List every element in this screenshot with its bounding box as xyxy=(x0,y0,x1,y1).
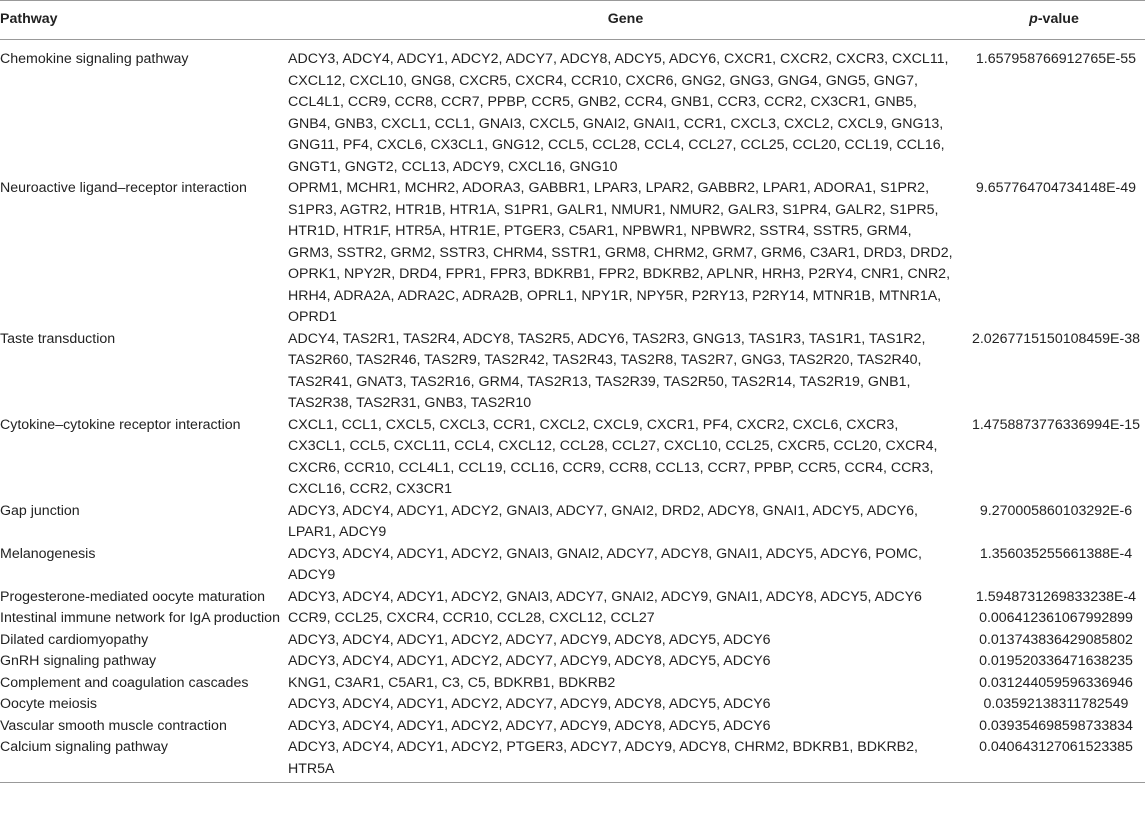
pathway-cell: Melanogenesis xyxy=(0,545,96,562)
genes-cell: ADCY3, ADCY4, ADCY1, ADCY2, ADCY7, ADCY9, ADCY8, ADCY5, ADCY6 xyxy=(288,631,771,648)
pvalue-cell: 0.040643127061523385 xyxy=(963,737,1145,783)
table-row xyxy=(0,673,1145,695)
pvalue-cell: 0.03592138311782549 xyxy=(983,696,1129,712)
pvalue-cell: 0.031244059596336946 xyxy=(979,674,1133,691)
genes-cell: ADCY3, ADCY4, ADCY1, ADCY2, GNAI3, GNAI2, ADCY7, ADCY8, GNAI1, ADCY5, ADCY6, POMC, ADCY9 xyxy=(288,545,922,583)
header-gene: Gene xyxy=(288,1,963,40)
table-row xyxy=(0,651,1145,673)
pathway-cell: Calcium signaling pathway xyxy=(0,737,288,783)
header-row xyxy=(0,1,1145,40)
table-row xyxy=(0,737,1145,783)
genes-cell: CXCL1, CCL1, CXCL5, CXCL3, CCR1, CXCL2, CXCL9, CXCR1, PF4, CXCR2, CXCL6, CXCR3, CX3CL1, CCL5, CXCL11, CCL4, CXCL12, CCL28, CCL27, CXCL10, CCL25, CXCR5, CCL20, CXCR4, CXCR6, CCR10, CCL4L1, CCL19, CCL16, CCR9, CCR8, CCL13, CCR7, PPBP, CCR5, CCR4, CCR3, CXCL16, CCR2, CX3CR1 xyxy=(288,416,938,497)
table-row xyxy=(0,501,1145,544)
genes-cell: CCR9, CCL25, CXCR4, CCR10, CCL28, CXCL12, CCL27 xyxy=(288,610,655,626)
table-row xyxy=(0,587,1145,609)
pathway-cell: Vascular smooth muscle contraction xyxy=(0,717,227,734)
table-row xyxy=(0,178,1145,329)
header-pvalue-italic: p xyxy=(1029,11,1038,28)
table-row xyxy=(0,630,1145,652)
table-row xyxy=(0,329,1145,415)
table-row xyxy=(0,716,1145,738)
table-row xyxy=(0,608,1145,630)
table-row xyxy=(0,544,1145,587)
pathway-cell: Complement and coagulation cascades xyxy=(0,674,249,691)
pathway-cell: Gap junction xyxy=(0,502,80,519)
genes-cell: KNG1, C3AR1, C5AR1, C3, C5, BDKRB1, BDKRB2 xyxy=(288,674,616,691)
pathway-cell: Neuroactive ligand–receptor interaction xyxy=(0,180,247,196)
pvalue-cell: 1.657958766912765E-55 xyxy=(975,51,1137,67)
pathway-cell: Progesterone-mediated oocyte maturation xyxy=(0,588,265,605)
pvalue-cell: 0.039354698598733834 xyxy=(979,717,1133,734)
table-body xyxy=(0,40,1145,783)
pathway-cell: Taste transduction xyxy=(0,330,116,347)
genes-cell: ADCY3, ADCY4, ADCY1, ADCY2, GNAI3, ADCY7, GNAI2, ADCY9, GNAI1, ADCY8, ADCY5, ADCY6 xyxy=(288,588,922,605)
pathway-cell: Oocyte meiosis xyxy=(0,696,97,712)
table-row xyxy=(0,40,1145,179)
pvalue-cell: 1.5948731269833238E-4 xyxy=(975,588,1137,605)
table-row xyxy=(0,694,1145,716)
genes-cell: ADCY3, ADCY4, ADCY1, ADCY2, ADCY7, ADCY8, ADCY5, ADCY6, CXCR1, CXCR2, CXCR3, CXCL11, CXCL12, CXCL10, GNG8, CXCR5, CXCR4, CCR10, CXCR6, GNG2, GNG3, GNG4, GNG5, GNG7, CCL4L1, CCR9, CCR8, CCR7, PPBP, CCR5, GNB2, CCR4, GNB1, CCR3, CCR2, CX3CR1, GNB5, GNB4, GNB3, CXCL1, CCL1, GNAI3, CXCL5, GNAI2, GNAI1, CCR1, CXCL3, CXCL2, CXCL9, GNG13, GNG11, PF4, CXCL6, CX3CL1, GNG12, CCL5, CCL28, CCL4, CCL27, CCL25, CCL20, CCL19, CCL16, GNGT1, GNGT2, CCL13, ADCY9, CXCL16, GNG10 xyxy=(288,51,949,175)
header-pathway: Pathway xyxy=(0,1,288,40)
genes-cell: ADCY3, ADCY4, ADCY1, ADCY2, ADCY7, ADCY9, ADCY8, ADCY5, ADCY6 xyxy=(288,696,771,712)
pvalue-cell: 9.657764704734148E-49 xyxy=(975,180,1137,196)
pathway-cell: GnRH signaling pathway xyxy=(0,653,157,669)
pathway-cell: Cytokine–cytokine receptor interaction xyxy=(0,416,241,433)
header-pvalue xyxy=(963,1,1145,40)
genes-cell: ADCY3, ADCY4, ADCY1, ADCY2, ADCY7, ADCY9, ADCY8, ADCY5, ADCY6 xyxy=(288,717,771,734)
pathway-cell: Intestinal immune network for IgA production xyxy=(0,610,280,626)
genes-cell: ADCY3, ADCY4, ADCY1, ADCY2, GNAI3, ADCY7, GNAI2, DRD2, ADCY8, GNAI1, ADCY5, ADCY6, LPAR1, ADCY9 xyxy=(288,502,918,540)
pvalue-cell: 0.019520336471638235 xyxy=(979,653,1133,669)
pvalue-cell: 2.0267715150108459E-38 xyxy=(971,330,1141,347)
pvalue-cell: 0.006412361067992899 xyxy=(979,610,1133,626)
pvalue-cell: 0.013743836429085802 xyxy=(979,631,1133,648)
genes-cell: ADCY3, ADCY4, ADCY1, ADCY2, PTGER3, ADCY7, ADCY9, ADCY8, CHRM2, BDKRB1, BDKRB2, HTR5A xyxy=(288,737,963,783)
pathway-cell: Dilated cardiomyopathy xyxy=(0,631,149,648)
header-pvalue-rest: -value xyxy=(1037,11,1079,28)
pathway-cell: Chemokine signaling pathway xyxy=(0,51,189,67)
table-row xyxy=(0,415,1145,501)
pvalue-cell: 1.356035255661388E-4 xyxy=(979,545,1133,562)
pvalue-cell: 9.270005860103292E-6 xyxy=(979,502,1133,519)
genes-cell: ADCY3, ADCY4, ADCY1, ADCY2, ADCY7, ADCY9, ADCY8, ADCY5, ADCY6 xyxy=(288,653,771,669)
genes-cell: ADCY4, TAS2R1, TAS2R4, ADCY8, TAS2R5, ADCY6, TAS2R3, GNG13, TAS1R3, TAS1R1, TAS1R2, TAS2R60, TAS2R46, TAS2R9, TAS2R42, TAS2R43, TAS2R8, TAS2R7, GNG3, TAS2R20, TAS2R40, TAS2R41, GNAT3, TAS2R16, GRM4, TAS2R13, TAS2R39, TAS2R50, TAS2R14, TAS2R19, GNB1, TAS2R38, TAS2R31, GNB3, TAS2R10 xyxy=(288,330,926,411)
pvalue-cell: 1.4758873776336994E-15 xyxy=(971,416,1141,433)
genes-cell: OPRM1, MCHR1, MCHR2, ADORA3, GABBR1, LPAR3, LPAR2, GABBR2, LPAR1, ADORA1, S1PR2, S1PR3, AGTR2, HTR1B, HTR1A, S1PR1, GALR1, NMUR1, NMUR2, GALR3, S1PR4, GALR2, S1PR5, HTR1D, HTR1F, HTR5A, HTR1E, PTGER3, C5AR1, NPBWR1, NPBWR2, SSTR4, SSTR5, GRM4, GRM3, SSTR2, GRM2, SSTR3, CHRM4, SSTR1, GRM8, CHRM2, GRM7, GRM6, C3AR1, DRD3, DRD2, OPRK1, NPY2R, DRD4, FPR1, FPR3, BDKRB1, FPR2, BDKRB2, APLNR, HRH3, P2RY4, CNR1, CNR2, HRH4, ADRA2A, ADRA2C, ADRA2B, OPRL1, NPY1R, NPY5R, P2RY13, P2RY14, MTNR1B, MTNR1A, OPRD1 xyxy=(288,180,953,325)
